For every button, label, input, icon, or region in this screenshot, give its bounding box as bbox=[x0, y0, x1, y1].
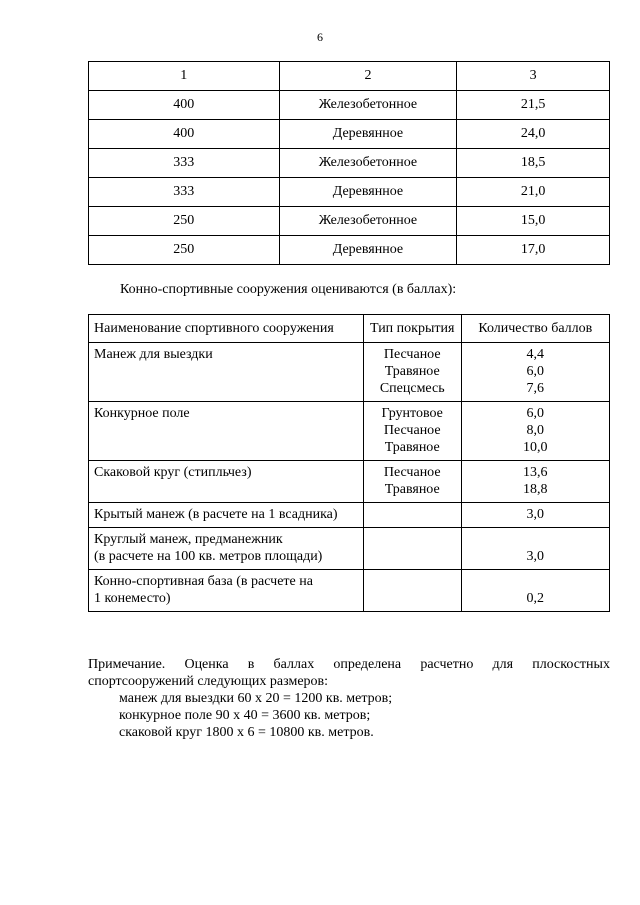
covering-cell bbox=[363, 343, 461, 402]
note-word: расчетно bbox=[420, 657, 474, 672]
column-header-points: Количество баллов bbox=[461, 315, 609, 343]
note-item: манеж для выездки 60 х 20 = 1200 кв. метров; bbox=[119, 691, 393, 706]
points-value: 3,0 bbox=[526, 549, 545, 564]
note-first-line bbox=[88, 656, 610, 673]
table-header-row bbox=[89, 62, 610, 91]
points-value: 6,0 bbox=[526, 364, 545, 379]
points-cell bbox=[461, 528, 609, 570]
table-cell: Деревянное bbox=[279, 178, 457, 207]
facility-name: Круглый манеж, предманежник bbox=[94, 532, 283, 547]
covering-cell bbox=[363, 528, 461, 570]
note-second-line: спортсооружений следующих размеров: bbox=[88, 674, 329, 689]
table-cell: 333 bbox=[89, 178, 280, 207]
table-row bbox=[89, 236, 610, 265]
table-row bbox=[89, 402, 610, 461]
note-paragraph bbox=[88, 656, 610, 741]
points-value: 0,2 bbox=[526, 591, 545, 606]
note-word: в bbox=[247, 657, 255, 672]
table-cell: Деревянное bbox=[279, 120, 457, 149]
page-number: 6 bbox=[317, 30, 323, 44]
facility-name: Конкурное поле bbox=[94, 406, 190, 421]
note-word: плоскостных bbox=[532, 657, 610, 672]
intro-paragraph: Конно-спортивные сооружения оцениваются (в баллах): bbox=[120, 282, 457, 297]
facility-name: Скаковой круг (стипльчез) bbox=[94, 465, 252, 480]
facility-name-cell bbox=[89, 343, 364, 402]
table-cell: 400 bbox=[89, 120, 280, 149]
table-row bbox=[89, 343, 610, 402]
table-cell: 17,0 bbox=[457, 236, 610, 265]
note-word: баллах bbox=[273, 657, 315, 672]
points-cell bbox=[461, 402, 609, 461]
covering-cell bbox=[363, 570, 461, 612]
points-value: 3,0 bbox=[526, 507, 545, 522]
points-value: 4,4 bbox=[526, 347, 545, 362]
facility-name: 1 конеместо) bbox=[94, 591, 171, 606]
facility-name: Крытый манеж (в расчете на 1 всадника) bbox=[94, 507, 338, 522]
table-cell: 250 bbox=[89, 236, 280, 265]
facility-name-cell bbox=[89, 570, 364, 612]
table-cell: Железобетонное bbox=[279, 207, 457, 236]
table-cell: 18,5 bbox=[457, 149, 610, 178]
points-value: 7,6 bbox=[526, 381, 545, 396]
table-cell: 24,0 bbox=[457, 120, 610, 149]
points-value: 13,6 bbox=[523, 465, 548, 480]
covering-type: Спецсмесь bbox=[379, 381, 445, 396]
table-row bbox=[89, 570, 610, 612]
table-cell: 333 bbox=[89, 149, 280, 178]
covering-type: Грунтовое bbox=[381, 406, 443, 421]
facility-name: Манеж для выездки bbox=[94, 347, 213, 362]
equestrian-ratings-table bbox=[88, 314, 610, 612]
covering-type: Песчаное bbox=[383, 465, 441, 480]
column-header: 2 bbox=[279, 62, 457, 91]
covering-cell bbox=[363, 461, 461, 503]
covering-type: Травяное bbox=[384, 440, 440, 455]
covering-cell bbox=[363, 503, 461, 528]
table-cell: 21,5 bbox=[457, 91, 610, 120]
note-word: Примечание. bbox=[88, 657, 166, 672]
column-header-name: Наименование спортивного сооружения bbox=[89, 315, 364, 343]
points-value: 6,0 bbox=[526, 406, 545, 421]
note-word: Оценка bbox=[184, 657, 229, 672]
covering-type: Травяное bbox=[384, 482, 440, 497]
covering-cell bbox=[363, 402, 461, 461]
table-row bbox=[89, 149, 610, 178]
table-cell: Железобетонное bbox=[279, 149, 457, 178]
facility-name: (в расчете на 100 кв. метров площади) bbox=[94, 549, 323, 564]
table-row bbox=[89, 91, 610, 120]
table-cell: Железобетонное bbox=[279, 91, 457, 120]
note-item: конкурное поле 90 х 40 = 3600 кв. метров; bbox=[119, 708, 371, 723]
points-value: 8,0 bbox=[526, 423, 545, 438]
facility-name-cell bbox=[89, 528, 364, 570]
table-cell: 250 bbox=[89, 207, 280, 236]
column-header: 3 bbox=[457, 62, 610, 91]
covering-type: Песчаное bbox=[383, 423, 441, 438]
points-value: 10,0 bbox=[523, 440, 548, 455]
table-row bbox=[89, 178, 610, 207]
points-value: 18,8 bbox=[523, 482, 548, 497]
table-cell: 400 bbox=[89, 91, 280, 120]
column-header-covering: Тип покрытия bbox=[363, 315, 461, 343]
note-item: скаковой круг 1800 х 6 = 10800 кв. метров. bbox=[119, 725, 374, 740]
ratings-table-1 bbox=[88, 61, 610, 265]
facility-name-cell bbox=[89, 503, 364, 528]
facility-name-cell bbox=[89, 461, 364, 503]
facility-name-cell bbox=[89, 402, 364, 461]
note-word: для bbox=[492, 657, 514, 672]
points-cell bbox=[461, 343, 609, 402]
covering-type: Травяное bbox=[384, 364, 440, 379]
points-cell bbox=[461, 461, 609, 503]
table-row bbox=[89, 461, 610, 503]
facility-name: Конно-спортивная база (в расчете на bbox=[94, 574, 313, 589]
table-cell: 15,0 bbox=[457, 207, 610, 236]
column-header: 1 bbox=[89, 62, 280, 91]
covering-type: Песчаное bbox=[383, 347, 441, 362]
table-row bbox=[89, 503, 610, 528]
table-cell: Деревянное bbox=[279, 236, 457, 265]
table-cell: 21,0 bbox=[457, 178, 610, 207]
table-header-row bbox=[89, 315, 610, 343]
points-cell bbox=[461, 570, 609, 612]
note-word: определена bbox=[333, 657, 402, 672]
table-row bbox=[89, 120, 610, 149]
table-row bbox=[89, 528, 610, 570]
points-cell bbox=[461, 503, 609, 528]
table-row bbox=[89, 207, 610, 236]
